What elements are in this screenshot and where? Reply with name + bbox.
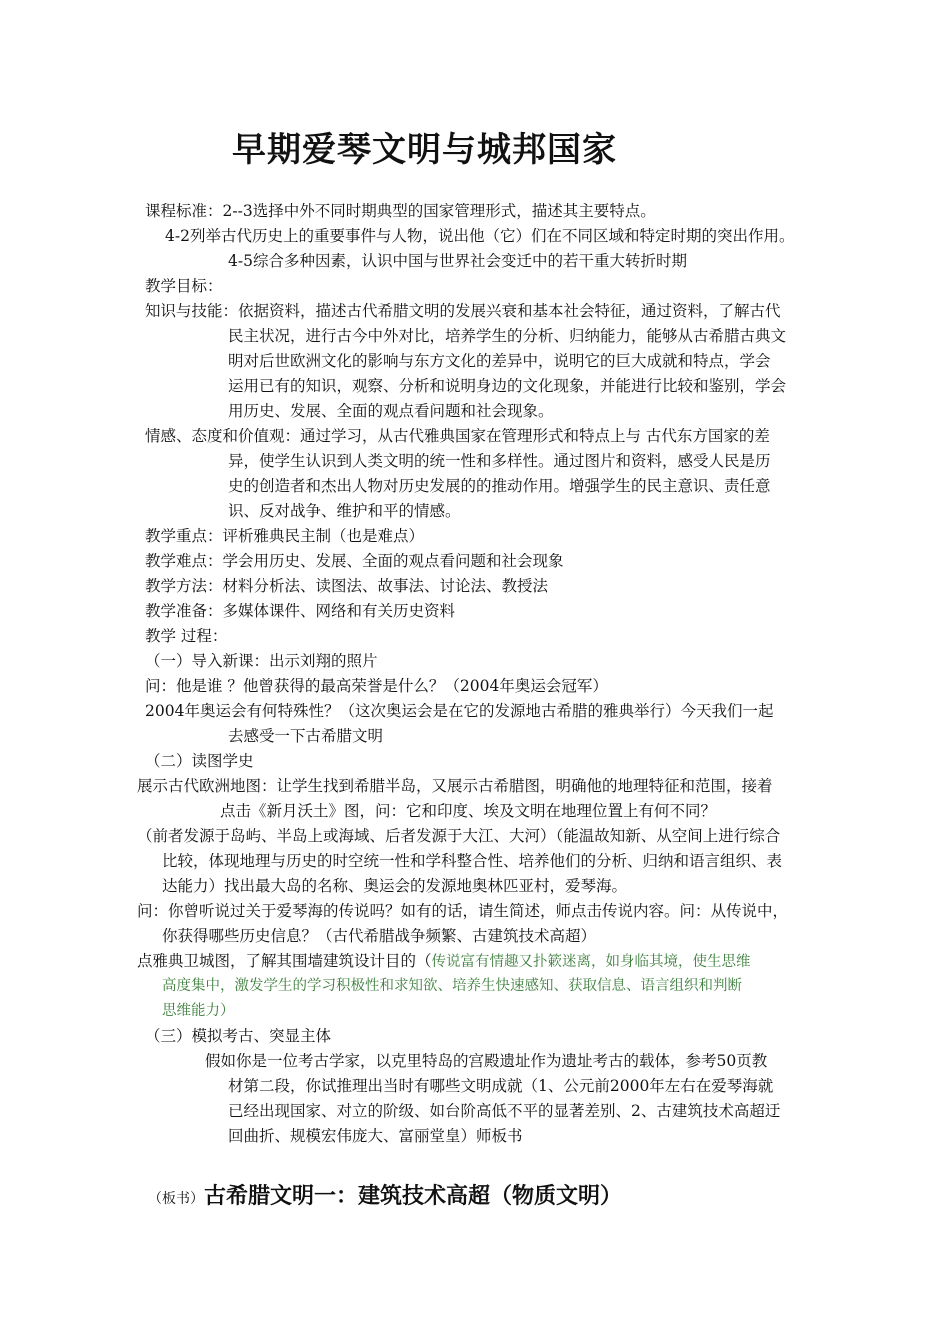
archaeology-paragraph: 假如你是一位考古学家，以克里特岛的宫殿遗址作为遗址考古的载体，参考50页教 [205,1052,768,1070]
knowledge-line: 知识与技能：依据资料，描述古代希腊文明的发展兴衰和基本社会特征，通过资料，了解古代 [145,302,781,320]
design-paragraph [137,949,751,974]
emotion-line: 情感、态度和价值观：通过学习，从古代雅典国家在管理形式和特点上与 古代东方国家的差 [145,427,770,445]
design-paragraph-note: 传说富有情趣又扑簌迷离，如身临其境，使生思维 [431,954,751,970]
section-1-question-2-cont: 去感受一下古希腊文明 [228,727,384,745]
key-points: 教学重点：评析雅典民主制（也是难点） [145,527,425,545]
curriculum-standard-line-1: 课程标准：2--3选择中外不同时期典型的国家管理形式，描述其主要特点。 [145,202,656,220]
section-1-question-2: 2004年奥运会有何特殊性？（这次奥运会是在它的发源地古希腊的雅典举行）今天我们一起 [145,702,774,720]
archaeology-paragraph-cont: 回曲折、规模宏伟庞大、富丽堂皇）师板书 [228,1127,523,1145]
emotion-line: 异，使学生认识到人类文明的统一性和多样性。通过图片和资料，感受人民是历 [228,452,771,470]
teaching-preparation: 教学准备：多媒体课件、网络和有关历史资料 [145,602,456,620]
section-2-heading: （二）读图学史 [145,752,254,770]
answer-paragraph-cont: 达能力）找出最大岛的名称、奥运会的发源地奥林匹亚村，爱琴海。 [162,877,628,895]
section-3-heading: （三）模拟考古、突显主体 [145,1027,332,1045]
answer-paragraph-cont: 比较，体现地理与历史的时空统一性和学科整合性、培养他们的分析、归纳和语言组织、表 [162,852,783,870]
board-text: 古希腊文明一：建筑技术高超（物质文明） [204,1183,623,1209]
map-paragraph: 展示古代欧洲地图：让学生找到希腊半岛，又展示古希腊图，明确他的地理特征和范围，接着 [137,777,773,795]
curriculum-standard-line-3: 4-5综合多种因素，认识中国与世界社会变迁中的若干重大转折时期 [228,252,687,270]
section-1-heading: （一）导入新课：出示刘翔的照片 [145,652,378,670]
knowledge-line: 民主状况，进行古今中外对比，培养学生的分析、归纳能力，能够从古希腊古典文 [228,327,787,345]
board-heading [148,1178,622,1217]
archaeology-paragraph-cont: 已经出现国家、对立的阶级、如台阶高低不平的显著差别、2、古建筑技术高超迂 [228,1102,781,1120]
difficulty: 教学难点：学会用历史、发展、全面的观点看问题和社会现象 [145,552,564,570]
curriculum-standard-line-2: 4-2列举古代历史上的重要事件与人物，说出他（它）们在不同区域和特定时期的突出作用。 [165,227,795,245]
design-paragraph-text: 点雅典卫城图，了解其围墙建筑设计目的（ [137,952,432,970]
teaching-process-heading: 教学 过程： [145,627,228,645]
board-prefix: （板书） [148,1191,204,1207]
answer-paragraph: （前者发源于岛屿、半岛上或海域、后者发源于大江、大河）（能温故知新、从空间上进行综合 [137,827,781,845]
knowledge-line: 运用已有的知识，观察、分析和说明身边的文化现象，并能进行比较和鉴别，学会 [228,377,787,395]
knowledge-line: 用历史、发展、全面的观点看问题和社会现象。 [228,402,554,420]
knowledge-line: 明对后世欧洲文化的影响与东方文化的差异中，说明它的巨大成就和特点，学会 [228,352,771,370]
map-paragraph-cont: 点击《新月沃土》图，问：它和印度、埃及文明在地理位置上有何不同？ [220,802,717,820]
archaeology-paragraph-cont: 材第二段，你试推理出当时有哪些文明成就（1、公元前2000年左右在爱琴海就 [228,1077,774,1095]
legend-paragraph-cont: 你获得哪些历史信息？（古代希腊战争频繁、古建筑技术高超） [162,927,597,945]
legend-paragraph: 问：你曾听说过关于爱琴海的传说吗？如有的话，请生简述，师点击传说内容。问：从传说中， [137,902,789,920]
page-title: 早期爱琴文明与城邦国家 [232,130,617,170]
emotion-line: 识、反对战争、维护和平的情感。 [228,502,461,520]
design-paragraph-note-cont: 高度集中，激发学生的学习积极性和求知欲、培养生快速感知、获取信息、语言组织和判断 [162,978,742,994]
design-paragraph-note-cont: 思维能力） [162,1003,235,1019]
section-1-question-1: 问：他是谁 ？他曾获得的最高荣誉是什么？（2004年奥运会冠军） [145,677,608,695]
teaching-methods: 教学方法：材料分析法、读图法、故事法、讨论法、教授法 [145,577,549,595]
emotion-line: 史的创造者和杰出人物对历史发展的的推动作用。增强学生的民主意识、责任意 [228,477,771,495]
objectives-heading: 教学目标： [145,277,223,295]
